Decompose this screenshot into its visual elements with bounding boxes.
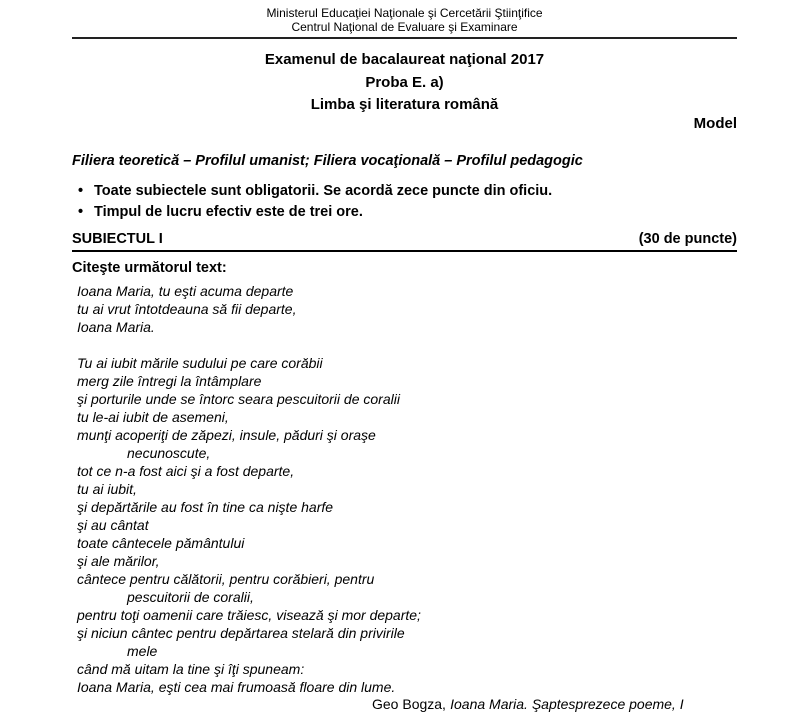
- poem-attribution: [72, 696, 737, 712]
- ministry-header: [72, 6, 737, 34]
- subject-one-label: SUBIECTUL I: [72, 230, 163, 247]
- poem-line: şi depărtările au fost în tine ca nişte harfe: [77, 498, 334, 515]
- read-instruction: Citeşte următorul text:: [72, 259, 227, 276]
- center-name: Centrul Naţional de Evaluare şi Examinare: [291, 20, 518, 34]
- poem-line: [77, 336, 737, 354]
- exam-note-item: • Timpul de lucru efectiv este de trei ore.: [72, 202, 737, 223]
- subject-one-header: [72, 232, 737, 252]
- poem-line: tot ce n-a fost aici şi a fost departe,: [77, 462, 295, 479]
- attribution-work-title: Ioana Maria. Şaptesprezece poeme, I: [450, 695, 684, 712]
- poem-line: tu ai iubit,: [77, 480, 137, 497]
- poem-text: [72, 282, 737, 696]
- poem-line: Ioana Maria, tu eşti acuma departe: [77, 282, 294, 299]
- header-divider: [72, 37, 737, 39]
- poem-line: şi ale mărilor,: [77, 552, 160, 569]
- poem-line: necunoscute,: [127, 444, 211, 461]
- filiera-line: Filiera teoretică – Profilul umanist; Filiera vocaţională – Profilul pedagogic: [72, 152, 583, 169]
- poem-line: tu ai vrut întotdeauna să fii departe,: [77, 300, 297, 317]
- poem-line: şi porturile unde se întorc seara pescuitorii de coralii: [77, 390, 400, 407]
- poem-line: Ioana Maria, eşti cea mai frumoasă floare din lume.: [77, 678, 396, 695]
- poem-line: munţi acoperiţi de zăpezi, insule, păduri şi oraşe: [77, 426, 376, 443]
- exam-subject: Limba şi literatura română: [310, 96, 499, 113]
- poem-line: şi au cântat: [77, 516, 149, 533]
- poem-line: merg zile întregi la întâmplare: [77, 372, 262, 389]
- exam-note-item: • Toate subiectele sunt obligatorii. Se acordă zece puncte din oficiu.: [72, 181, 737, 202]
- poem-line: pentru toţi oamenii care trăiesc, visează şi mor departe;: [77, 606, 421, 623]
- poem-line: cântece pentru călătorii, pentru corăbieri, pentru: [77, 570, 375, 587]
- exam-title: Examenul de bacalaureat naţional 2017: [264, 51, 545, 68]
- poem-line: Ioana Maria.: [77, 318, 155, 335]
- exam-notes-list: [72, 181, 737, 223]
- poem-line: şi niciun cântec pentru depărtarea stelară din privirile: [77, 624, 405, 641]
- attribution-author: Geo Bogza,: [372, 695, 446, 712]
- poem-line: când mă uitam la tine şi îţi spuneam:: [77, 660, 305, 677]
- poem-line: tu le-ai iubit de asemeni,: [77, 408, 229, 425]
- model-label: Model: [693, 114, 737, 132]
- ministry-name: Ministerul Educaţiei Naţionale şi Cercetării Ştiinţifice: [266, 6, 543, 20]
- poem-line: toate cântecele pământului: [77, 534, 245, 551]
- exam-proba: Proba E. a): [365, 73, 444, 91]
- poem-line: pescuitorii de coralii,: [127, 588, 254, 605]
- title-block: [72, 49, 737, 117]
- subject-one-points: (30 de puncte): [638, 230, 737, 247]
- poem-line: Tu ai iubit mările sudului pe care corăbii: [77, 354, 323, 371]
- poem-line: mele: [127, 642, 158, 659]
